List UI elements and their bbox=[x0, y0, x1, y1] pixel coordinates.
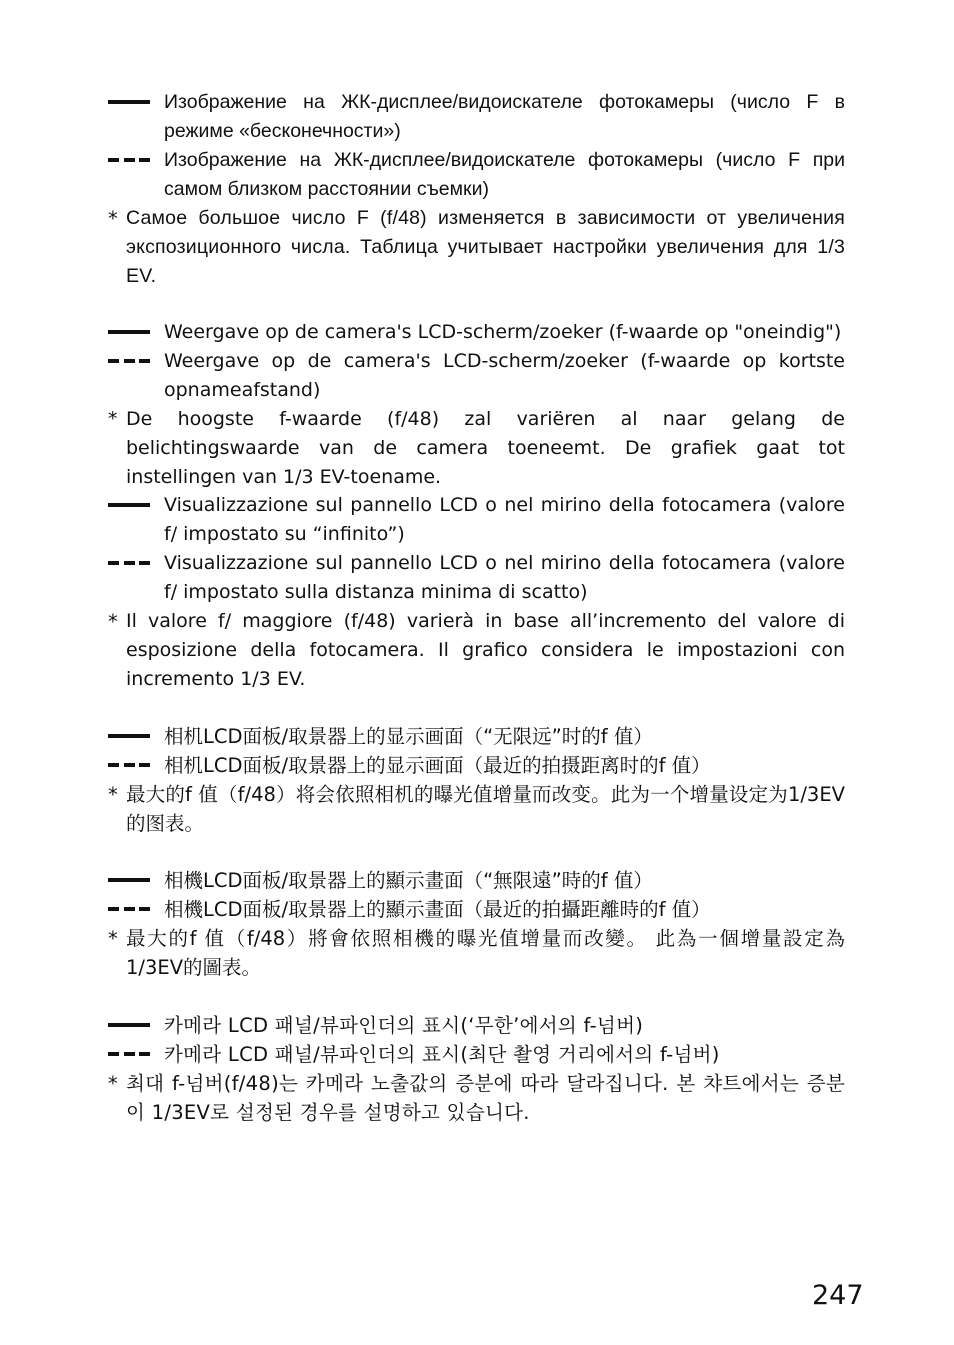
legend-dashed-row bbox=[108, 751, 845, 780]
legend-solid-text: 카메라 LCD 패널/뷰파인더의 표시(‘무한’에서의 f-넘버) bbox=[164, 1014, 644, 1037]
legend-solid-row bbox=[108, 722, 845, 751]
footnote bbox=[108, 780, 845, 838]
legend-solid-row bbox=[108, 88, 845, 146]
legend-dashed-text: Visualizzazione sul pannello LCD o nel mirino della fotocamera (valore f/ impostato sulla distanza minima di scatto) bbox=[164, 552, 845, 603]
footnote bbox=[108, 405, 845, 492]
legend-dashed-text: Изображение на ЖК-дисплее/видоискателе фотокамеры (число F при самом близком расстоянии съемки) bbox=[164, 149, 845, 200]
legend-dashed-text: 相机LCD面板/取景器上的显示画面（最近的拍摄距离时的f 值） bbox=[164, 754, 711, 777]
section-italian bbox=[108, 491, 845, 694]
footnote bbox=[108, 1069, 845, 1127]
footnote-text: 최대 f-넘버(f/48)는 카메라 노출값의 증분에 따라 달라집니다. 본 챠트에서는 증분이 1/3EV로 설정된 경우를 설명하고 있습니다. bbox=[126, 1072, 845, 1124]
footnote-asterisk: * bbox=[108, 408, 118, 430]
legend-dashed-row bbox=[108, 895, 845, 924]
legend-solid-text: 相机LCD面板/取景器上的显示画面（“无限远”时的f 值） bbox=[164, 725, 653, 748]
legend-dashed-row bbox=[108, 347, 845, 405]
legend-dashed-row bbox=[108, 146, 845, 204]
section-korean bbox=[108, 1011, 845, 1127]
legend-solid-text: 相機LCD面板/取景器上的顯示畫面（“無限遠”時的f 值） bbox=[164, 869, 653, 892]
legend-dashed-text: Weergave op de camera's LCD-scherm/zoeker (f-waarde op kortste opnameafstand) bbox=[164, 350, 845, 401]
footnote-text: Самое большое число F (f/48) изменяется в зависимости от увеличения экспозиционного числа. Таблица учитывает настройки увеличения для 1/3 EV. bbox=[126, 207, 845, 287]
footnote-asterisk: * bbox=[108, 1072, 118, 1095]
footnote-text: Il valore f/ maggiore (f/48) varierà in base all’incremento del valore di esposizione della fotocamera. Il grafico considera le impostazioni con incremento 1/3 EV. bbox=[126, 610, 845, 690]
legend-solid-row bbox=[108, 491, 845, 549]
dashed-line-marker bbox=[108, 1040, 164, 1069]
section-traditional-chinese bbox=[108, 866, 845, 982]
footnote-asterisk: * bbox=[108, 783, 118, 806]
dashed-line-marker bbox=[108, 347, 164, 376]
legend-dashed-row bbox=[108, 1040, 845, 1069]
dashed-line-marker bbox=[108, 549, 164, 578]
legend-solid-row bbox=[108, 866, 845, 895]
solid-line-marker bbox=[108, 491, 164, 520]
footnote-asterisk: * bbox=[108, 927, 118, 950]
legend-dashed-row bbox=[108, 549, 845, 607]
footnote-asterisk: * bbox=[108, 207, 118, 230]
section-russian bbox=[108, 88, 845, 291]
footnote bbox=[108, 924, 845, 982]
footnote-asterisk: * bbox=[108, 610, 118, 633]
footnote bbox=[108, 204, 845, 291]
solid-line-marker bbox=[108, 318, 164, 347]
section-simplified-chinese bbox=[108, 722, 845, 838]
section-dutch bbox=[108, 318, 845, 492]
dashed-line-marker bbox=[108, 895, 164, 924]
legend-solid-text: Weergave op de camera's LCD-scherm/zoeker (f-waarde op "oneindig") bbox=[164, 321, 842, 343]
footnote-text: 最大的f 值（f/48）將會依照相機的曝光值增量而改變。 此為一個增量設定為1/3EV的圖表。 bbox=[126, 927, 845, 979]
solid-line-marker bbox=[108, 866, 164, 895]
legend-solid-row bbox=[108, 318, 845, 347]
legend-solid-text: Изображение на ЖК-дисплее/видоискателе фотокамеры (число F в режиме «бесконечности») bbox=[164, 91, 845, 142]
solid-line-marker bbox=[108, 1011, 164, 1040]
legend-dashed-text: 카메라 LCD 패널/뷰파인더의 표시(최단 촬영 거리에서의 f-넘버) bbox=[164, 1043, 720, 1066]
dashed-line-marker bbox=[108, 751, 164, 780]
legend-solid-text: Visualizzazione sul pannello LCD o nel mirino della fotocamera (valore f/ impostato su “infinito”) bbox=[164, 494, 845, 545]
footnote-text: De hoogste f-waarde (f/48) zal variëren al naar gelang de belichtingswaarde van de camera toeneemt. De grafiek gaat tot instellingen van 1/3 EV-toename. bbox=[126, 408, 845, 488]
page-number: 247 bbox=[812, 1280, 864, 1311]
footnote bbox=[108, 607, 845, 694]
solid-line-marker bbox=[108, 88, 164, 117]
legend-solid-row bbox=[108, 1011, 845, 1040]
footnote-text: 最大的f 值（f/48）将会依照相机的曝光值增量而改变。此为一个增量设定为1/3EV的图表。 bbox=[126, 783, 845, 835]
dashed-line-marker bbox=[108, 146, 164, 175]
solid-line-marker bbox=[108, 722, 164, 751]
legend-dashed-text: 相機LCD面板/取景器上的顯示畫面（最近的拍攝距離時的f 值） bbox=[164, 898, 711, 921]
